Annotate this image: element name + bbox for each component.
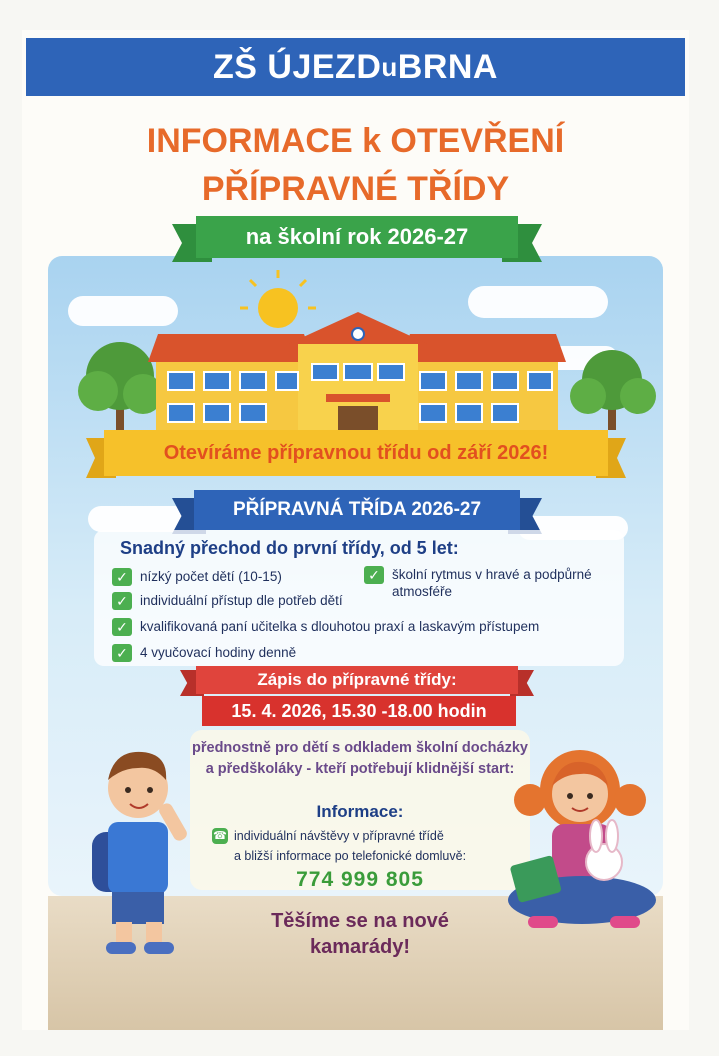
school-name-banner [26, 38, 685, 96]
feature-item [112, 592, 382, 610]
features-subheading: Snadný přechod do první třídy, od 5 let: [120, 538, 459, 558]
headline-line-1: INFORMACE k OTEVŘENÍ [146, 122, 565, 160]
school-name-u: u [381, 51, 398, 82]
school-building-illustration [48, 256, 663, 456]
check-icon: ✓ [364, 566, 384, 584]
feature-text: kvalifikovaná paní učitelka s dlouhotou praxí a laskavým přístupem [140, 619, 540, 634]
feature-text: nízký počet dětí (10-15) [140, 569, 282, 584]
enrollment-date: 15. 4. 2026, 15.30 -18.00 hodin [202, 696, 516, 726]
class-banner-text: PŘÍPRAVNÁ TŘÍDA 2026-27 [194, 490, 520, 530]
check-icon: ✓ [112, 618, 132, 636]
info-row [212, 826, 466, 866]
info-line-2: a bližší informace po telefonické domluvě: [234, 849, 467, 863]
priority-note: přednostně pro dětí s odkladem školní docházky a předškoláky - kteří potřebují klidnější start: [192, 740, 528, 777]
feature-item [112, 568, 322, 586]
headline-line-2: PŘÍPRAVNÉ TŘÍDY [201, 170, 510, 208]
enrollment-banner [180, 666, 534, 696]
opening-banner [86, 430, 626, 478]
enrollment-title: Zápis do přípravné třídy: [196, 666, 518, 694]
opening-text: Otevíráme přípravnou třídu od září 2026! [104, 430, 608, 476]
boy-illustration [62, 722, 202, 962]
girl-illustration [500, 720, 670, 960]
check-icon: ✓ [112, 644, 132, 662]
sun-icon [240, 270, 316, 328]
closing-line-2: kamarády! [309, 936, 411, 958]
feature-text: školní rytmus v hravé a podpůrné atmosféře [392, 567, 592, 599]
phone-number: 774 999 805 [296, 868, 424, 891]
info-title: Informace: [316, 802, 404, 821]
tree-left-icon [78, 342, 163, 430]
info-line-1: individuální návštěvy v přípravné třídě [234, 829, 444, 843]
feature-item [112, 644, 412, 662]
feature-text: 4 vyučovací hodiny denně [140, 645, 297, 660]
tree-right-icon [570, 350, 656, 430]
check-icon: ✓ [112, 568, 132, 586]
school-year-banner [172, 216, 542, 264]
school-name-suffix: BRNA [397, 47, 498, 86]
feature-item [112, 618, 622, 636]
poster [22, 30, 689, 1030]
check-icon: ✓ [112, 592, 132, 610]
school-year-text: na školní rok 2026-27 [196, 216, 518, 258]
feature-item [364, 566, 632, 600]
feature-text: individuální přístup dle potřeb dětí [140, 593, 343, 608]
closing-line-1: Těšíme se na nové [271, 910, 449, 932]
school-name-prefix: ZŠ ÚJEZD [213, 47, 382, 86]
phone-icon: ☎ [213, 830, 227, 842]
closing-text [190, 908, 530, 960]
